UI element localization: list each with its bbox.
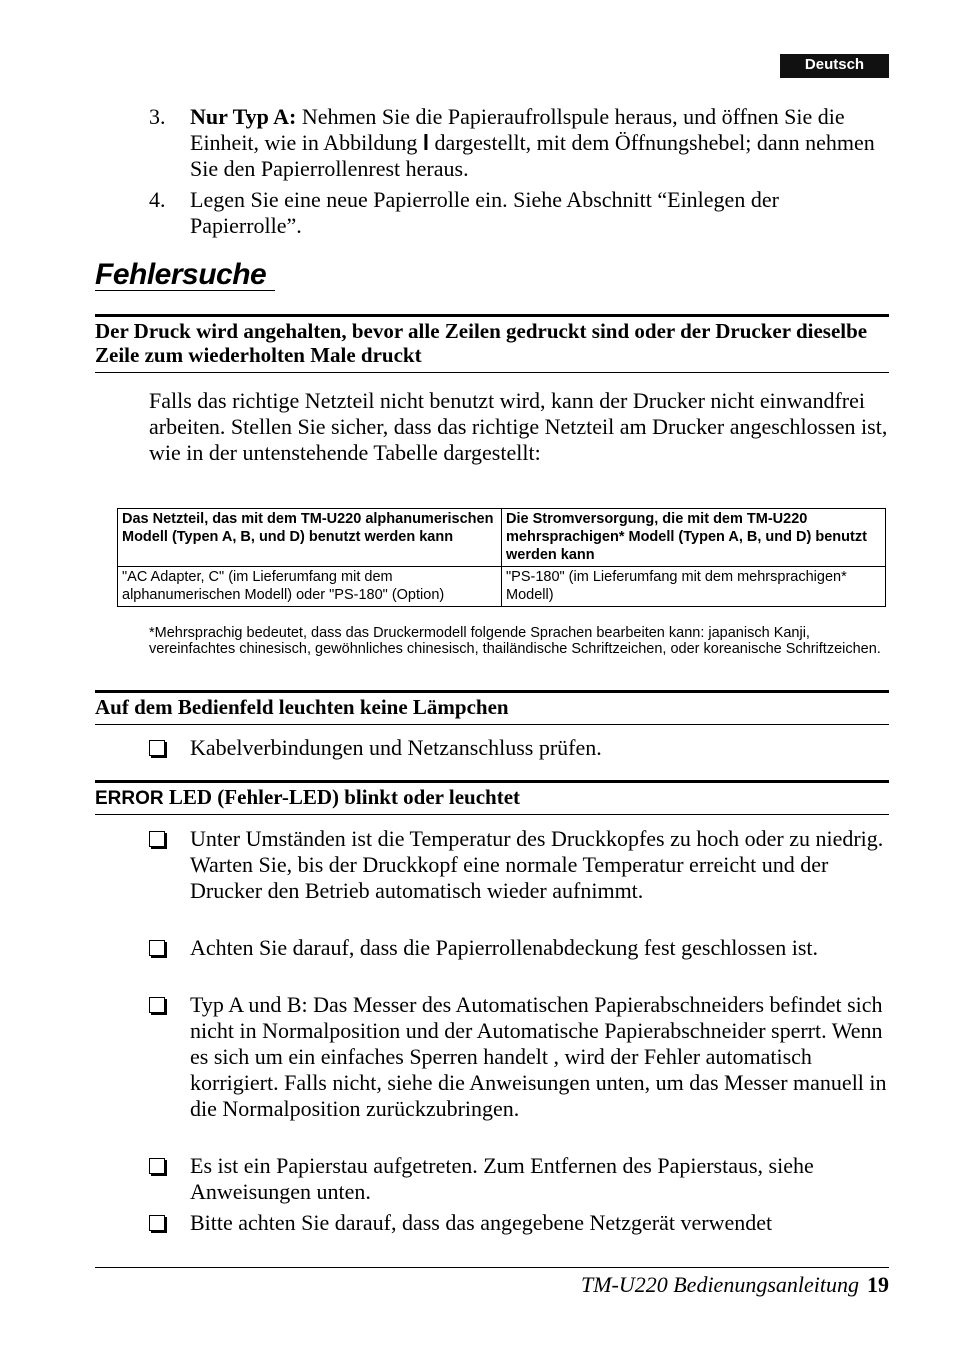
bullet-item — [149, 992, 889, 1122]
step-text-part2: dargestellt, mit dem Öffnungshebel; dann nehmen Sie den Papierrollenrest heraus. — [190, 130, 875, 181]
step-text-part1: Nehmen Sie die Papieraufrollspule heraus, und öffnen Sie die Einheit, wie in Abbildung — [190, 104, 845, 155]
page-number: 19 — [867, 1272, 889, 1297]
manual-title: TM-U220 Bedienungsanleitung — [580, 1272, 859, 1297]
divider-thin — [95, 814, 889, 815]
divider-thin — [95, 724, 889, 725]
checkbox-bullet-icon — [149, 940, 165, 956]
bullet-text: Unter Umständen ist die Temperatur des Druckkopfes zu hoch oder zu niedrig. Warten Sie, bis der Druckkopf eine normale Temperatur erreicht und der Drucker den Betrieb automatisch wieder aufnimmt. — [190, 826, 884, 903]
page-footer — [581, 1272, 889, 1298]
table-footnote: *Mehrsprachig bedeutet, dass das Druckermodell folgende Sprachen bearbeiten kann: japanisch Kanji, vereinfachtes chinesisch, gewöhnliches chinesisch, thailändische Schriftzeichen, oder koreanische Schriftzeichen. — [149, 625, 881, 657]
bullet-text: Typ A und B: Das Messer des Automatischen Papierabschneiders befindet sich nicht in Normalposition und der Automatische Papierabschneider sperrt. Wenn es sich um ein einfaches Sperren handelt , wird der Fehler automatisch korrigiert. Falls nicht, siehe die Anweisungen unten, um das Messer manuell in die Normalposition zurückzubringen. — [190, 992, 887, 1121]
bullet-item — [149, 826, 889, 904]
step-text — [190, 104, 889, 182]
bullet-text: Bitte achten Sie darauf, dass das angegebene Netzgerät verwendet — [190, 1210, 773, 1235]
problem-heading-no-lights: Auf dem Bedienfeld leuchten keine Lämpchen — [95, 695, 509, 719]
divider-thick — [95, 314, 889, 317]
problem-text: Falls das richtige Netzteil nicht benutzt wird, kann der Drucker nicht einwandfrei arbeiten. Stellen Sie sicher, dass das richtige Netzteil am Drucker angeschlossen ist, wie in der untenstehende Tabelle dargestellt: — [149, 388, 888, 465]
footer-rule — [95, 1267, 889, 1268]
bullet-text: Es ist ein Papierstau aufgetreten. Zum Entfernen des Papierstaus, siehe Anweisungen unten. — [190, 1153, 814, 1204]
checkbox-bullet-icon — [149, 997, 165, 1013]
language-tab: Deutsch — [780, 54, 889, 78]
divider-thick — [95, 780, 889, 783]
checkbox-bullet-icon — [149, 831, 165, 847]
title-underline — [95, 290, 275, 291]
step-number: 4. — [149, 187, 166, 212]
checkbox-bullet-icon — [149, 1158, 165, 1174]
heading-rest: LED (Fehler-LED) blinkt oder leuchtet — [163, 785, 521, 809]
figure-reference-mark: l — [422, 130, 429, 155]
table-header-cell: Das Netzteil, das mit dem TM-U220 alphanumerischen Modell (Typen A, B, und D) benutzt werden kann — [118, 509, 502, 567]
bullet-item — [149, 1153, 889, 1205]
table-cell: "AC Adapter, C" (im Lieferumfang mit dem alphanumerischen Modell) oder "PS-180" (Option) — [118, 567, 502, 607]
checkbox-bullet-icon — [149, 1215, 165, 1231]
divider-thin — [95, 372, 889, 373]
problem-heading-error-led — [95, 785, 889, 811]
divider-thick — [95, 690, 889, 693]
bullet-item — [149, 935, 889, 961]
power-supply-table — [117, 508, 886, 607]
bullet-text: Kabelverbindungen und Netzanschluss prüfen. — [190, 735, 602, 760]
table-row — [118, 567, 886, 607]
step-text: Legen Sie eine neue Papierrolle ein. Siehe Abschnitt “Einlegen der Papierrolle”. — [190, 187, 779, 238]
table-cell: "PS-180" (im Lieferumfang mit dem mehrsprachigen* Modell) — [502, 567, 886, 607]
bullet-text: Achten Sie darauf, dass die Papierrollenabdeckung fest geschlossen ist. — [190, 935, 819, 960]
step-3 — [149, 104, 889, 182]
problem-heading-print-stops: Der Druck wird angehalten, bevor alle Zeilen gedruckt sind oder der Drucker dieselbe Zeile zum wiederholten Male druckt — [95, 319, 868, 367]
step-bold-lead: Nur Typ A: — [190, 104, 297, 129]
bullet-item — [149, 735, 889, 761]
table-header-cell: Die Stromversorgung, die mit dem TM-U220 mehrsprachigen* Modell (Typen A, B, und D) benutzt werden kann — [502, 509, 886, 567]
checkbox-bullet-icon — [149, 740, 165, 756]
bullet-item — [149, 1210, 889, 1236]
error-label: ERROR — [95, 788, 164, 809]
step-number: 3. — [149, 104, 166, 129]
section-title: Fehlersuche — [95, 258, 267, 291]
table-header-row — [118, 509, 886, 567]
step-4 — [149, 187, 889, 239]
